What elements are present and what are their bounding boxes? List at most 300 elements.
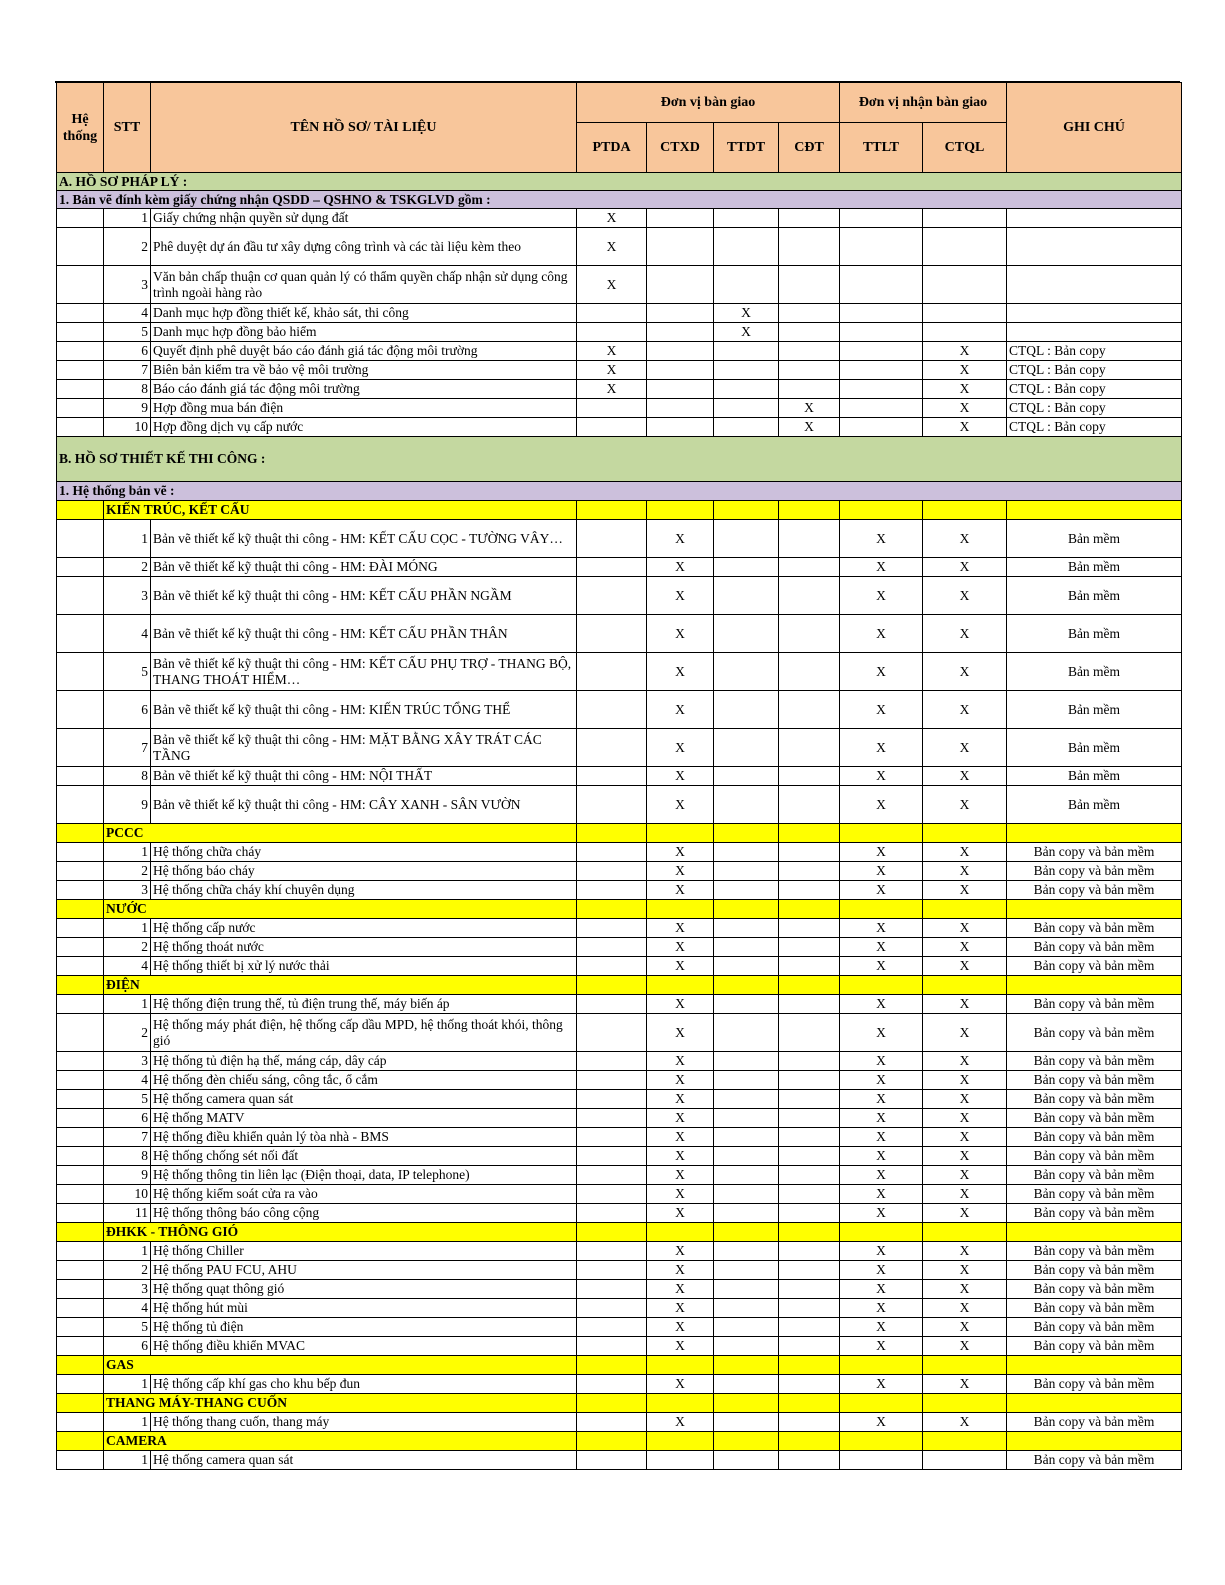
stt-cell: 1 xyxy=(104,1451,151,1470)
table-body xyxy=(57,173,1182,1470)
mark-cell-ttlt: X xyxy=(840,1185,923,1204)
mark-cell-ttlt xyxy=(840,228,923,266)
ghi-chu-cell: Bản copy và bản mềm xyxy=(1007,1451,1182,1470)
mark-cell-ptda xyxy=(577,1147,647,1166)
mark-cell-ctql xyxy=(923,266,1007,304)
mark-cell-cdt xyxy=(779,209,840,228)
category-cell-blank xyxy=(647,1223,714,1242)
he-thong-cell xyxy=(57,1052,104,1071)
table-row xyxy=(57,323,1182,342)
mark-cell-ctxd xyxy=(647,209,714,228)
ghi-chu-cell: Bản mềm xyxy=(1007,558,1182,577)
document-name-cell: Bản vẽ thiết kế kỹ thuật thi công - HM: KẾT CẤU PHẦN NGẦM xyxy=(151,577,577,615)
stt-cell: 5 xyxy=(104,1318,151,1337)
category-row xyxy=(57,976,1182,995)
mark-cell-ptda xyxy=(577,1337,647,1356)
category-cell-blank xyxy=(577,1432,647,1451)
ghi-chu-cell: CTQL : Bản copy xyxy=(1007,418,1182,437)
category-cell-blank xyxy=(57,976,104,995)
mark-cell-cdt xyxy=(779,1052,840,1071)
mark-cell-ptda xyxy=(577,691,647,729)
mark-cell-ttdt xyxy=(714,1413,779,1432)
document-name-cell: Hợp đồng dịch vụ cấp nước xyxy=(151,418,577,437)
mark-cell-ctql: X xyxy=(923,691,1007,729)
he-thong-cell xyxy=(57,767,104,786)
mark-cell-ttlt xyxy=(840,418,923,437)
category-cell-blank xyxy=(1007,501,1182,520)
mark-cell-ctxd: X xyxy=(647,1280,714,1299)
mark-cell-ttlt: X xyxy=(840,1375,923,1394)
mark-cell-ctql: X xyxy=(923,938,1007,957)
mark-cell-ttlt: X xyxy=(840,1204,923,1223)
mark-cell-cdt xyxy=(779,919,840,938)
mark-cell-ctxd: X xyxy=(647,615,714,653)
mark-cell-cdt xyxy=(779,1261,840,1280)
header-ten-ho-so: TÊN HỒ SƠ/ TÀI LIỆU xyxy=(151,83,577,173)
category-cell-blank xyxy=(1007,900,1182,919)
mark-cell-cdt xyxy=(779,1318,840,1337)
mark-cell-ttdt: X xyxy=(714,304,779,323)
category-cell-blank xyxy=(647,1394,714,1413)
ghi-chu-cell xyxy=(1007,323,1182,342)
ghi-chu-cell: Bản copy và bản mềm xyxy=(1007,1052,1182,1071)
mark-cell-ctql: X xyxy=(923,399,1007,418)
table-row xyxy=(57,1014,1182,1052)
mark-cell-ctql: X xyxy=(923,653,1007,691)
mark-cell-ctql: X xyxy=(923,957,1007,976)
mark-cell-ptda: X xyxy=(577,342,647,361)
category-cell-blank xyxy=(714,1356,779,1375)
document-name-cell: Hệ thống thông tin liên lạc (Điện thoại, data, IP telephone) xyxy=(151,1166,577,1185)
stt-cell: 8 xyxy=(104,1147,151,1166)
ghi-chu-cell: Bản copy và bản mềm xyxy=(1007,1166,1182,1185)
he-thong-cell xyxy=(57,1337,104,1356)
stt-cell: 1 xyxy=(104,843,151,862)
table-row xyxy=(57,1090,1182,1109)
mark-cell-ptda xyxy=(577,323,647,342)
mark-cell-ttlt: X xyxy=(840,1109,923,1128)
ghi-chu-cell: Bản copy và bản mềm xyxy=(1007,1109,1182,1128)
he-thong-cell xyxy=(57,558,104,577)
section-row xyxy=(57,437,1182,482)
document-name-cell: Bản vẽ thiết kế kỹ thuật thi công - HM: KẾT CẤU PHẦN THÂN xyxy=(151,615,577,653)
he-thong-cell xyxy=(57,577,104,615)
document-name-cell: Bản vẽ thiết kế kỹ thuật thi công - HM: KIẾN TRÚC TỔNG THỂ xyxy=(151,691,577,729)
mark-cell-ctql: X xyxy=(923,1014,1007,1052)
stt-cell: 8 xyxy=(104,767,151,786)
table-row xyxy=(57,1375,1182,1394)
mark-cell-ctql: X xyxy=(923,919,1007,938)
category-cell-blank xyxy=(577,501,647,520)
mark-cell-ptda xyxy=(577,1280,647,1299)
mark-cell-cdt xyxy=(779,1014,840,1052)
mark-cell-ptda: X xyxy=(577,266,647,304)
he-thong-cell xyxy=(57,266,104,304)
mark-cell-cdt xyxy=(779,323,840,342)
mark-cell-ttlt: X xyxy=(840,938,923,957)
mark-cell-ttlt xyxy=(840,209,923,228)
table-row xyxy=(57,1071,1182,1090)
category-cell-blank xyxy=(714,900,779,919)
stt-cell: 2 xyxy=(104,1261,151,1280)
mark-cell-ptda xyxy=(577,520,647,558)
mark-cell-ctxd: X xyxy=(647,1337,714,1356)
document-name-cell: Bản vẽ thiết kế kỹ thuật thi công - HM: CÂY XANH - SÂN VƯỜN xyxy=(151,786,577,824)
ghi-chu-cell: Bản copy và bản mềm xyxy=(1007,957,1182,976)
mark-cell-ttdt xyxy=(714,615,779,653)
mark-cell-ctql: X xyxy=(923,615,1007,653)
mark-cell-ctxd xyxy=(647,304,714,323)
mark-cell-ctql: X xyxy=(923,881,1007,900)
he-thong-cell xyxy=(57,1451,104,1470)
mark-cell-ptda xyxy=(577,1318,647,1337)
mark-cell-ttlt: X xyxy=(840,1299,923,1318)
mark-cell-cdt xyxy=(779,1299,840,1318)
document-name-cell: Hệ thống camera quan sát xyxy=(151,1090,577,1109)
mark-cell-ptda xyxy=(577,1128,647,1147)
mark-cell-ctql xyxy=(923,304,1007,323)
mark-cell-cdt xyxy=(779,1204,840,1223)
category-cell-blank xyxy=(840,501,923,520)
mark-cell-cdt xyxy=(779,957,840,976)
ghi-chu-cell xyxy=(1007,304,1182,323)
he-thong-cell xyxy=(57,691,104,729)
table-header xyxy=(57,83,1182,173)
section-title: B. HỒ SƠ THIẾT KẾ THI CÔNG : xyxy=(57,437,1182,482)
category-cell-blank xyxy=(923,976,1007,995)
header-col-ttdt: TTDT xyxy=(714,123,779,173)
mark-cell-cdt xyxy=(779,1147,840,1166)
mark-cell-cdt xyxy=(779,380,840,399)
table-row xyxy=(57,1204,1182,1223)
ghi-chu-cell: CTQL : Bản copy xyxy=(1007,361,1182,380)
table-row xyxy=(57,418,1182,437)
mark-cell-ttlt: X xyxy=(840,843,923,862)
document-name-cell: Hệ thống chữa cháy xyxy=(151,843,577,862)
he-thong-cell xyxy=(57,1242,104,1261)
mark-cell-ttlt: X xyxy=(840,862,923,881)
mark-cell-ptda xyxy=(577,1242,647,1261)
mark-cell-ttlt: X xyxy=(840,1337,923,1356)
ghi-chu-cell: Bản mềm xyxy=(1007,691,1182,729)
mark-cell-ptda xyxy=(577,577,647,615)
document-name-cell: Quyết định phê duyệt báo cáo đánh giá tác động môi trường xyxy=(151,342,577,361)
table-row xyxy=(57,653,1182,691)
mark-cell-ttdt xyxy=(714,228,779,266)
stt-cell: 1 xyxy=(104,1242,151,1261)
mark-cell-cdt xyxy=(779,1166,840,1185)
mark-cell-ctxd: X xyxy=(647,957,714,976)
he-thong-cell xyxy=(57,957,104,976)
mark-cell-ttlt: X xyxy=(840,881,923,900)
mark-cell-ttdt xyxy=(714,380,779,399)
mark-cell-ttlt xyxy=(840,304,923,323)
stt-cell: 9 xyxy=(104,1166,151,1185)
stt-cell: 7 xyxy=(104,361,151,380)
ghi-chu-cell: Bản mềm xyxy=(1007,786,1182,824)
table-row xyxy=(57,228,1182,266)
mark-cell-ctql: X xyxy=(923,1052,1007,1071)
mark-cell-ttdt xyxy=(714,1261,779,1280)
ghi-chu-cell: Bản copy và bản mềm xyxy=(1007,881,1182,900)
mark-cell-ctql: X xyxy=(923,786,1007,824)
document-name-cell: Hệ thống điều khiển quản lý tòa nhà - BMS xyxy=(151,1128,577,1147)
category-cell-blank xyxy=(840,900,923,919)
category-cell-blank xyxy=(577,1394,647,1413)
header-don-vi-nhan-ban-giao: Đơn vị nhận bàn giao xyxy=(840,83,1007,123)
mark-cell-cdt xyxy=(779,767,840,786)
mark-cell-cdt xyxy=(779,691,840,729)
mark-cell-ctql: X xyxy=(923,1413,1007,1432)
mark-cell-ctxd: X xyxy=(647,881,714,900)
mark-cell-ttdt xyxy=(714,209,779,228)
category-cell-blank xyxy=(1007,824,1182,843)
mark-cell-ctxd: X xyxy=(647,729,714,767)
mark-cell-cdt xyxy=(779,729,840,767)
mark-cell-cdt xyxy=(779,228,840,266)
mark-cell-ttdt xyxy=(714,1280,779,1299)
stt-cell: 1 xyxy=(104,520,151,558)
ghi-chu-cell: Bản copy và bản mềm xyxy=(1007,1185,1182,1204)
he-thong-cell xyxy=(57,1166,104,1185)
mark-cell-cdt xyxy=(779,862,840,881)
mark-cell-ttlt: X xyxy=(840,1128,923,1147)
mark-cell-ttdt xyxy=(714,399,779,418)
category-cell-blank xyxy=(923,1223,1007,1242)
mark-cell-ctxd xyxy=(647,228,714,266)
mark-cell-ptda: X xyxy=(577,209,647,228)
mark-cell-ptda xyxy=(577,957,647,976)
mark-cell-ctxd xyxy=(647,342,714,361)
table-row xyxy=(57,1299,1182,1318)
category-cell-blank xyxy=(57,1432,104,1451)
stt-cell: 4 xyxy=(104,1071,151,1090)
mark-cell-ctxd xyxy=(647,399,714,418)
mark-cell-ctql: X xyxy=(923,380,1007,399)
category-cell-blank xyxy=(779,900,840,919)
mark-cell-cdt xyxy=(779,361,840,380)
mark-cell-ttdt xyxy=(714,418,779,437)
mark-cell-cdt: X xyxy=(779,418,840,437)
mark-cell-ttdt xyxy=(714,342,779,361)
stt-cell: 6 xyxy=(104,1337,151,1356)
he-thong-cell xyxy=(57,361,104,380)
document-name-cell: Hợp đồng mua bán điện xyxy=(151,399,577,418)
ghi-chu-cell: Bản copy và bản mềm xyxy=(1007,843,1182,862)
document-name-cell: Danh mục hợp đồng thiết kế, khảo sát, thi công xyxy=(151,304,577,323)
ghi-chu-cell: Bản mềm xyxy=(1007,577,1182,615)
stt-cell: 4 xyxy=(104,304,151,323)
stt-cell: 3 xyxy=(104,881,151,900)
mark-cell-ctql: X xyxy=(923,1185,1007,1204)
table-row xyxy=(57,1128,1182,1147)
table-row xyxy=(57,209,1182,228)
mark-cell-ctxd: X xyxy=(647,1147,714,1166)
document-name-cell: Hệ thống thông báo công cộng xyxy=(151,1204,577,1223)
category-cell-blank xyxy=(840,1223,923,1242)
mark-cell-ptda xyxy=(577,1014,647,1052)
category-cell-blank xyxy=(57,824,104,843)
mark-cell-ttlt: X xyxy=(840,1261,923,1280)
mark-cell-ctql xyxy=(923,323,1007,342)
document-name-cell: Hệ thống cấp nước xyxy=(151,919,577,938)
mark-cell-ctxd: X xyxy=(647,995,714,1014)
ghi-chu-cell: CTQL : Bản copy xyxy=(1007,399,1182,418)
category-title: KIẾN TRÚC, KẾT CẤU xyxy=(104,501,577,520)
table-row xyxy=(57,843,1182,862)
mark-cell-ptda xyxy=(577,919,647,938)
mark-cell-ctxd: X xyxy=(647,1204,714,1223)
he-thong-cell xyxy=(57,399,104,418)
stt-cell: 2 xyxy=(104,228,151,266)
mark-cell-ttdt xyxy=(714,1242,779,1261)
mark-cell-ttlt xyxy=(840,399,923,418)
mark-cell-ttdt xyxy=(714,1090,779,1109)
mark-cell-cdt xyxy=(779,843,840,862)
mark-cell-ctql: X xyxy=(923,1147,1007,1166)
mark-cell-cdt xyxy=(779,577,840,615)
he-thong-cell xyxy=(57,1147,104,1166)
mark-cell-ttdt xyxy=(714,1318,779,1337)
header-stt: STT xyxy=(104,83,151,173)
mark-cell-ptda xyxy=(577,615,647,653)
table-row xyxy=(57,1337,1182,1356)
category-row xyxy=(57,900,1182,919)
mark-cell-ptda xyxy=(577,1052,647,1071)
mark-cell-ctql: X xyxy=(923,1204,1007,1223)
mark-cell-ptda xyxy=(577,1071,647,1090)
mark-cell-ctql: X xyxy=(923,862,1007,881)
mark-cell-ttdt xyxy=(714,520,779,558)
he-thong-cell xyxy=(57,380,104,399)
mark-cell-ctql: X xyxy=(923,1166,1007,1185)
table-row xyxy=(57,995,1182,1014)
ghi-chu-cell: Bản copy và bản mềm xyxy=(1007,1071,1182,1090)
handover-document-table xyxy=(56,82,1182,1470)
table-row xyxy=(57,558,1182,577)
mark-cell-ctql: X xyxy=(923,1090,1007,1109)
document-name-cell: Hệ thống máy phát điện, hệ thống cấp dầu MPD, hệ thống thoát khói, thông gió xyxy=(151,1014,577,1052)
ghi-chu-cell xyxy=(1007,228,1182,266)
ghi-chu-cell: Bản copy và bản mềm xyxy=(1007,1242,1182,1261)
mark-cell-ttlt xyxy=(840,342,923,361)
mark-cell-ctxd: X xyxy=(647,1413,714,1432)
document-name-cell: Bản vẽ thiết kế kỹ thuật thi công - HM: KẾT CẤU PHỤ TRỢ - THANG BỘ, THANG THOÁT HIỂM… xyxy=(151,653,577,691)
mark-cell-ctxd: X xyxy=(647,1166,714,1185)
category-row xyxy=(57,1356,1182,1375)
mark-cell-ptda xyxy=(577,767,647,786)
mark-cell-ctql: X xyxy=(923,729,1007,767)
category-cell-blank xyxy=(714,1432,779,1451)
he-thong-cell xyxy=(57,342,104,361)
stt-cell: 2 xyxy=(104,1014,151,1052)
mark-cell-ttlt: X xyxy=(840,1318,923,1337)
header-col-ctql: CTQL xyxy=(923,123,1007,173)
category-cell-blank xyxy=(779,1223,840,1242)
he-thong-cell xyxy=(57,1413,104,1432)
document-name-cell: Hệ thống camera quan sát xyxy=(151,1451,577,1470)
he-thong-cell xyxy=(57,1109,104,1128)
mark-cell-ttdt xyxy=(714,995,779,1014)
he-thong-cell xyxy=(57,1071,104,1090)
mark-cell-ptda xyxy=(577,729,647,767)
table-row xyxy=(57,615,1182,653)
he-thong-cell xyxy=(57,1261,104,1280)
he-thong-cell xyxy=(57,228,104,266)
stt-cell: 3 xyxy=(104,266,151,304)
mark-cell-ctql xyxy=(923,228,1007,266)
mark-cell-ttlt: X xyxy=(840,1147,923,1166)
document-name-cell: Bản vẽ thiết kế kỹ thuật thi công - HM: MẶT BẰNG XÂY TRÁT CÁC TẦNG xyxy=(151,729,577,767)
category-cell-blank xyxy=(57,1394,104,1413)
mark-cell-ctxd xyxy=(647,361,714,380)
mark-cell-ctql: X xyxy=(923,361,1007,380)
table-row xyxy=(57,361,1182,380)
he-thong-cell xyxy=(57,729,104,767)
stt-cell: 3 xyxy=(104,1052,151,1071)
mark-cell-cdt xyxy=(779,653,840,691)
mark-cell-ttdt xyxy=(714,361,779,380)
category-row xyxy=(57,501,1182,520)
mark-cell-ctxd: X xyxy=(647,862,714,881)
mark-cell-ptda xyxy=(577,843,647,862)
stt-cell: 5 xyxy=(104,653,151,691)
mark-cell-ctql: X xyxy=(923,1299,1007,1318)
mark-cell-ttlt xyxy=(840,361,923,380)
category-cell-blank xyxy=(923,1432,1007,1451)
mark-cell-ptda xyxy=(577,995,647,1014)
mark-cell-ctql: X xyxy=(923,1280,1007,1299)
category-title: THANG MÁY-THANG CUỐN xyxy=(104,1394,577,1413)
table-row xyxy=(57,342,1182,361)
document-name-cell: Hệ thống tủ điện xyxy=(151,1318,577,1337)
ghi-chu-cell: CTQL : Bản copy xyxy=(1007,380,1182,399)
ghi-chu-cell xyxy=(1007,266,1182,304)
ghi-chu-cell: Bản copy và bản mềm xyxy=(1007,862,1182,881)
mark-cell-ttlt: X xyxy=(840,558,923,577)
ghi-chu-cell: Bản copy và bản mềm xyxy=(1007,1375,1182,1394)
mark-cell-ttlt: X xyxy=(840,1014,923,1052)
ghi-chu-cell: CTQL : Bản copy xyxy=(1007,342,1182,361)
mark-cell-ctql: X xyxy=(923,767,1007,786)
mark-cell-cdt xyxy=(779,1413,840,1432)
mark-cell-ttdt xyxy=(714,1128,779,1147)
mark-cell-cdt xyxy=(779,1451,840,1470)
table-row xyxy=(57,691,1182,729)
category-cell-blank xyxy=(779,1356,840,1375)
mark-cell-ctxd: X xyxy=(647,1071,714,1090)
mark-cell-ctql: X xyxy=(923,418,1007,437)
category-cell-blank xyxy=(57,501,104,520)
ghi-chu-cell: Bản copy và bản mềm xyxy=(1007,1299,1182,1318)
subsection-row xyxy=(57,191,1182,209)
ghi-chu-cell: Bản copy và bản mềm xyxy=(1007,1147,1182,1166)
ghi-chu-cell: Bản copy và bản mềm xyxy=(1007,1090,1182,1109)
mark-cell-ttdt xyxy=(714,653,779,691)
category-cell-blank xyxy=(57,1223,104,1242)
mark-cell-cdt xyxy=(779,1242,840,1261)
mark-cell-ttdt xyxy=(714,577,779,615)
mark-cell-ptda xyxy=(577,1090,647,1109)
document-name-cell: Hệ thống thoát nước xyxy=(151,938,577,957)
table-row xyxy=(57,767,1182,786)
mark-cell-ptda xyxy=(577,399,647,418)
mark-cell-ttdt xyxy=(714,691,779,729)
stt-cell: 4 xyxy=(104,615,151,653)
category-cell-blank xyxy=(577,1356,647,1375)
category-cell-blank xyxy=(840,976,923,995)
ghi-chu-cell: Bản copy và bản mềm xyxy=(1007,1128,1182,1147)
